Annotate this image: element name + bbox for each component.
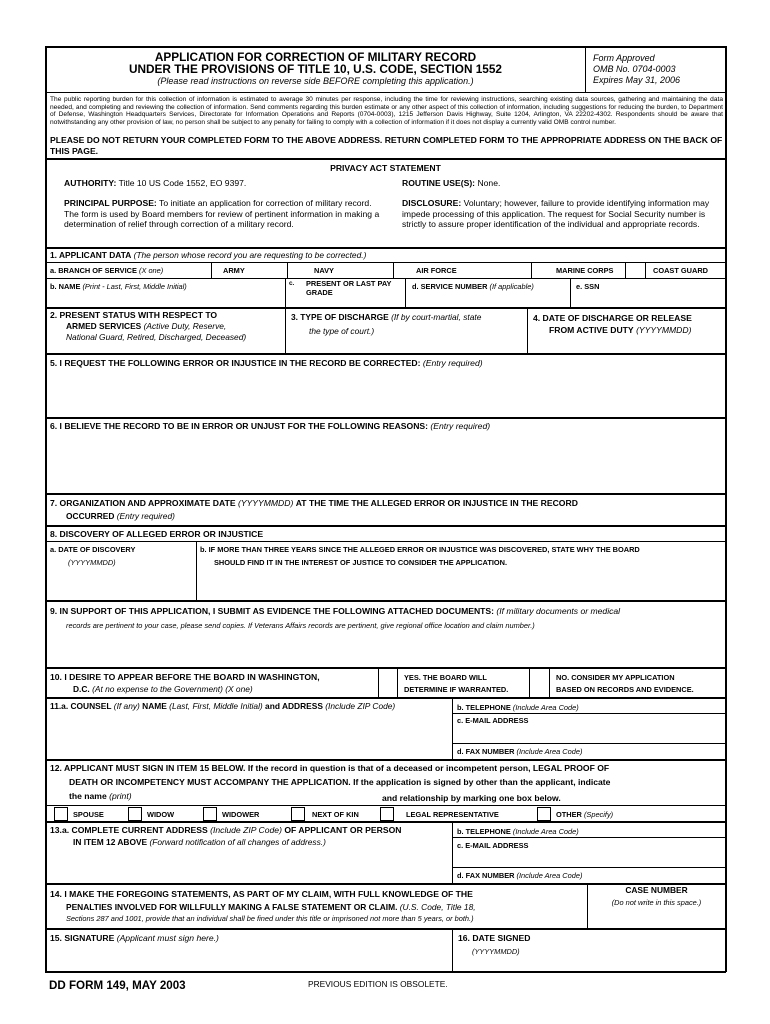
section-5-label: 5. I REQUEST THE FOLLOWING ERROR OR INJUSTICE IN THE RECORD BE CORRECTED: (Entry required) xyxy=(50,358,483,368)
spouse-checkbox[interactable] xyxy=(54,807,68,821)
section-12-name-label: the name (print) xyxy=(69,791,132,801)
signature-label: 15. SIGNATURE (Applicant must sign here.) xyxy=(50,933,219,943)
ssn-label: e. SSN xyxy=(576,282,600,291)
section-7-label: 7. ORGANIZATION AND APPROXIMATE DATE (YYYYMMDD) AT THE TIME THE ALLEGED ERROR OR INJUSTICE IN THE RECORD xyxy=(50,498,578,508)
section-2-hint: National Guard, Retired, Discharged, Deceased) xyxy=(66,332,247,342)
form-approved: Form Approved xyxy=(593,53,655,63)
branch-air-force-label: AIR FORCE xyxy=(416,266,457,275)
section-14-legal-notice: Sections 287 and 1001, provide that an individual shall be fined under this title or imprisoned not more than 5 years, or both.) xyxy=(66,914,474,923)
date-signed-label: 16. DATE SIGNED xyxy=(458,933,531,943)
pay-grade-letter: c. xyxy=(289,280,295,287)
discovery-reason-label: b. IF MORE THAN THREE YEARS SINCE THE ALLEGED ERROR OR INJUSTICE WAS DISCOVERED, STATE WHY THE BOARD xyxy=(200,545,640,554)
counsel-label: 11.a. COUNSEL (If any) NAME (Last, First, Middle Initial) and ADDRESS (Include ZIP Code) xyxy=(50,701,396,711)
other-label: OTHER (Specify) xyxy=(556,810,614,819)
counsel-fax-label: d. FAX NUMBER (Include Area Code) xyxy=(457,747,583,756)
appear-yes-label-2: DETERMINE IF WARRANTED. xyxy=(404,685,509,694)
form-identifier: DD FORM 149, MAY 2003 xyxy=(49,979,186,992)
section-12-relationship-label: and relationship by marking one box below. xyxy=(382,793,561,803)
expiration-date: Expires May 31, 2006 xyxy=(593,75,681,85)
section-4-label: 4. DATE OF DISCHARGE OR RELEASE xyxy=(533,313,692,323)
omb-number: OMB No. 0704-0003 xyxy=(593,64,676,74)
widow-label: WIDOW xyxy=(147,810,175,819)
section-12-line-1: 12. APPLICANT MUST SIGN IN ITEM 15 BELOW. If the record in question is that of a deceased or incompetent person, LEGAL PROOF OF xyxy=(50,763,610,773)
applicant-telephone-label: b. TELEPHONE (Include Area Code) xyxy=(457,827,579,836)
appear-no-label-2: BASED ON RECORDS AND EVIDENCE. xyxy=(556,685,694,694)
applicant-fax-label: d. FAX NUMBER (Include Area Code) xyxy=(457,871,583,880)
legal-representative-label: LEGAL REPRESENTATIVE xyxy=(406,810,499,819)
pay-grade-label: PRESENT OR LAST PAY GRADE xyxy=(306,279,392,297)
section-1-label: 1. APPLICANT DATA (The person whose record you are requesting to be corrected.) xyxy=(50,250,367,260)
section-13-label: 13.a. COMPLETE CURRENT ADDRESS (Include ZIP Code) OF APPLICANT OR PERSON xyxy=(50,825,402,835)
applicant-email-label: c. E-MAIL ADDRESS xyxy=(457,841,529,850)
branch-of-service-label: a. BRANCH OF SERVICE (X one) xyxy=(50,266,164,275)
section-10-label-2: D.C. (At no expense to the Government) (X one) xyxy=(73,684,253,694)
spouse-label: SPOUSE xyxy=(73,810,104,819)
branch-navy-label: NAVY xyxy=(314,266,334,275)
other-checkbox[interactable] xyxy=(537,807,551,821)
widow-checkbox[interactable] xyxy=(128,807,142,821)
section-2-label: 2. PRESENT STATUS WITH RESPECT TO xyxy=(50,310,218,320)
form-title-line-1: APPLICATION FOR CORRECTION OF MILITARY RECORD xyxy=(154,50,477,64)
principal-purpose-statement: PRINCIPAL PURPOSE: To initiate an application for correction of military record. The form is used by Board members for review of pertinent information in making a determination of relief through correction of a military record. xyxy=(64,198,380,229)
section-10-label: 10. I DESIRE TO APPEAR BEFORE THE BOARD IN WASHINGTON, xyxy=(50,672,320,682)
form-subtitle: (Please read instructions on reverse side BEFORE completing this application.) xyxy=(157,76,474,86)
case-number-label: CASE NUMBER xyxy=(625,885,688,895)
return-warning: PLEASE DO NOT RETURN YOUR COMPLETED FORM TO THE ABOVE ADDRESS. RETURN COMPLETED FORM TO THE APPROPRIATE ADDRESS ON THE BACK OF THIS PAGE. xyxy=(50,135,723,156)
form-title-line-2: UNDER THE PROVISIONS OF TITLE 10, U.S. CODE, SECTION 1552 xyxy=(129,62,502,76)
authority-statement: AUTHORITY: Title 10 US Code 1552, EO 9397. xyxy=(64,178,247,188)
section-3-label: 3. TYPE OF DISCHARGE (If by court-martial, state xyxy=(291,312,482,322)
section-4-label-2: FROM ACTIVE DUTY (YYYYMMDD) xyxy=(549,325,692,335)
counsel-email-label: c. E-MAIL ADDRESS xyxy=(457,716,529,725)
counsel-telephone-label: b. TELEPHONE (Include Area Code) xyxy=(457,703,579,712)
widower-checkbox[interactable] xyxy=(203,807,217,821)
routine-use-statement: ROUTINE USE(S): None. xyxy=(402,178,501,188)
section-2-label-2: ARMED SERVICES (Active Duty, Reserve, xyxy=(66,321,227,331)
section-7-label-2: OCCURRED (Entry required) xyxy=(66,511,175,521)
case-number-hint: (Do not write in this space.) xyxy=(611,898,702,907)
next-of-kin-label: NEXT OF KIN xyxy=(312,810,359,819)
previous-edition-notice: PREVIOUS EDITION IS OBSOLETE. xyxy=(308,979,448,989)
section-9-label: 9. IN SUPPORT OF THIS APPLICATION, I SUBMIT AS EVIDENCE THE FOLLOWING ATTACHED DOCUMENTS: (If military documents or medical xyxy=(50,606,621,616)
disclosure-statement: DISCLOSURE: Voluntary; however, failure to provide identifying information may impede processing of this application. The request for Social Security number is strictly to assure proper identification of the individual and appropriate records. xyxy=(402,198,710,229)
name-label: b. NAME (Print - Last, First, Middle Initial) xyxy=(50,282,187,291)
service-number-label: d. SERVICE NUMBER (If applicable) xyxy=(412,282,534,291)
privacy-act-heading: PRIVACY ACT STATEMENT xyxy=(330,163,441,173)
section-12-line-2: DEATH OR INCOMPETENCY MUST ACCOMPANY THE APPLICATION. If the application is signed by other than the applicant, indicate xyxy=(69,777,611,787)
next-of-kin-checkbox[interactable] xyxy=(291,807,305,821)
branch-army-label: ARMY xyxy=(223,266,245,275)
section-14-line-2: PENALTIES INVOLVED FOR WILLFULLY MAKING A FALSE STATEMENT OR CLAIM. (U.S. Code, Title 18, xyxy=(66,902,476,912)
date-of-discovery-label: a. DATE OF DISCOVERY xyxy=(50,545,136,554)
widower-label: WIDOWER xyxy=(222,810,260,819)
date-signed-hint: (YYYYMMDD) xyxy=(472,947,520,956)
burden-statement: The public reporting burden for this collection of information is estimated to average 30 minutes per response, including the time for reviewing instructions, searching existing data sources, gathering and maintaining the data needed, and completing and reviewing the collection of information. Send comments regarding this burden estimate or any other aspect of this collection of information, including suggestions for reducing the burden, to Department of Defense, Washington Headquarters Services, Directorate for Information Operations and Reports (0704-0003), 1215 Jefferson Davis Highway, Suite 1204, Arlington, VA 22202-4302. Respondents should be aware that notwithstanding any other provision of law, no person shall be subject to any penalty for failing to comply with a collection of information if it does not display a currently valid OMB control number. xyxy=(50,96,723,126)
branch-coast-guard-label: COAST GUARD xyxy=(653,266,709,275)
appear-yes-label: YES. THE BOARD WILL xyxy=(404,673,487,682)
section-8-label: 8. DISCOVERY OF ALLEGED ERROR OR INJUSTICE xyxy=(50,529,264,539)
discovery-reason-label-2: SHOULD FIND IT IN THE INTEREST OF JUSTICE TO CONSIDER THE APPLICATION. xyxy=(214,558,508,567)
branch-marine-corps-label: MARINE CORPS xyxy=(556,266,614,275)
legal-representative-checkbox[interactable] xyxy=(380,807,394,821)
section-6-label: 6. I BELIEVE THE RECORD TO BE IN ERROR OR UNJUST FOR THE FOLLOWING REASONS: (Entry required) xyxy=(50,421,491,431)
section-13-label-2: IN ITEM 12 ABOVE (Forward notification of all changes of address.) xyxy=(73,837,326,847)
section-9-hint: records are pertinent to your case, please send copies. If Veterans Affairs records are pertinent, give regional office location and claim number.) xyxy=(66,621,535,630)
section-14-line-1: 14. I MAKE THE FOREGOING STATEMENTS, AS PART OF MY CLAIM, WITH FULL KNOWLEDGE OF THE xyxy=(50,889,473,899)
date-of-discovery-hint: (YYYYMMDD) xyxy=(68,558,116,567)
appear-no-label: NO. CONSIDER MY APPLICATION xyxy=(556,673,675,682)
section-3-hint: the type of court.) xyxy=(309,326,375,336)
